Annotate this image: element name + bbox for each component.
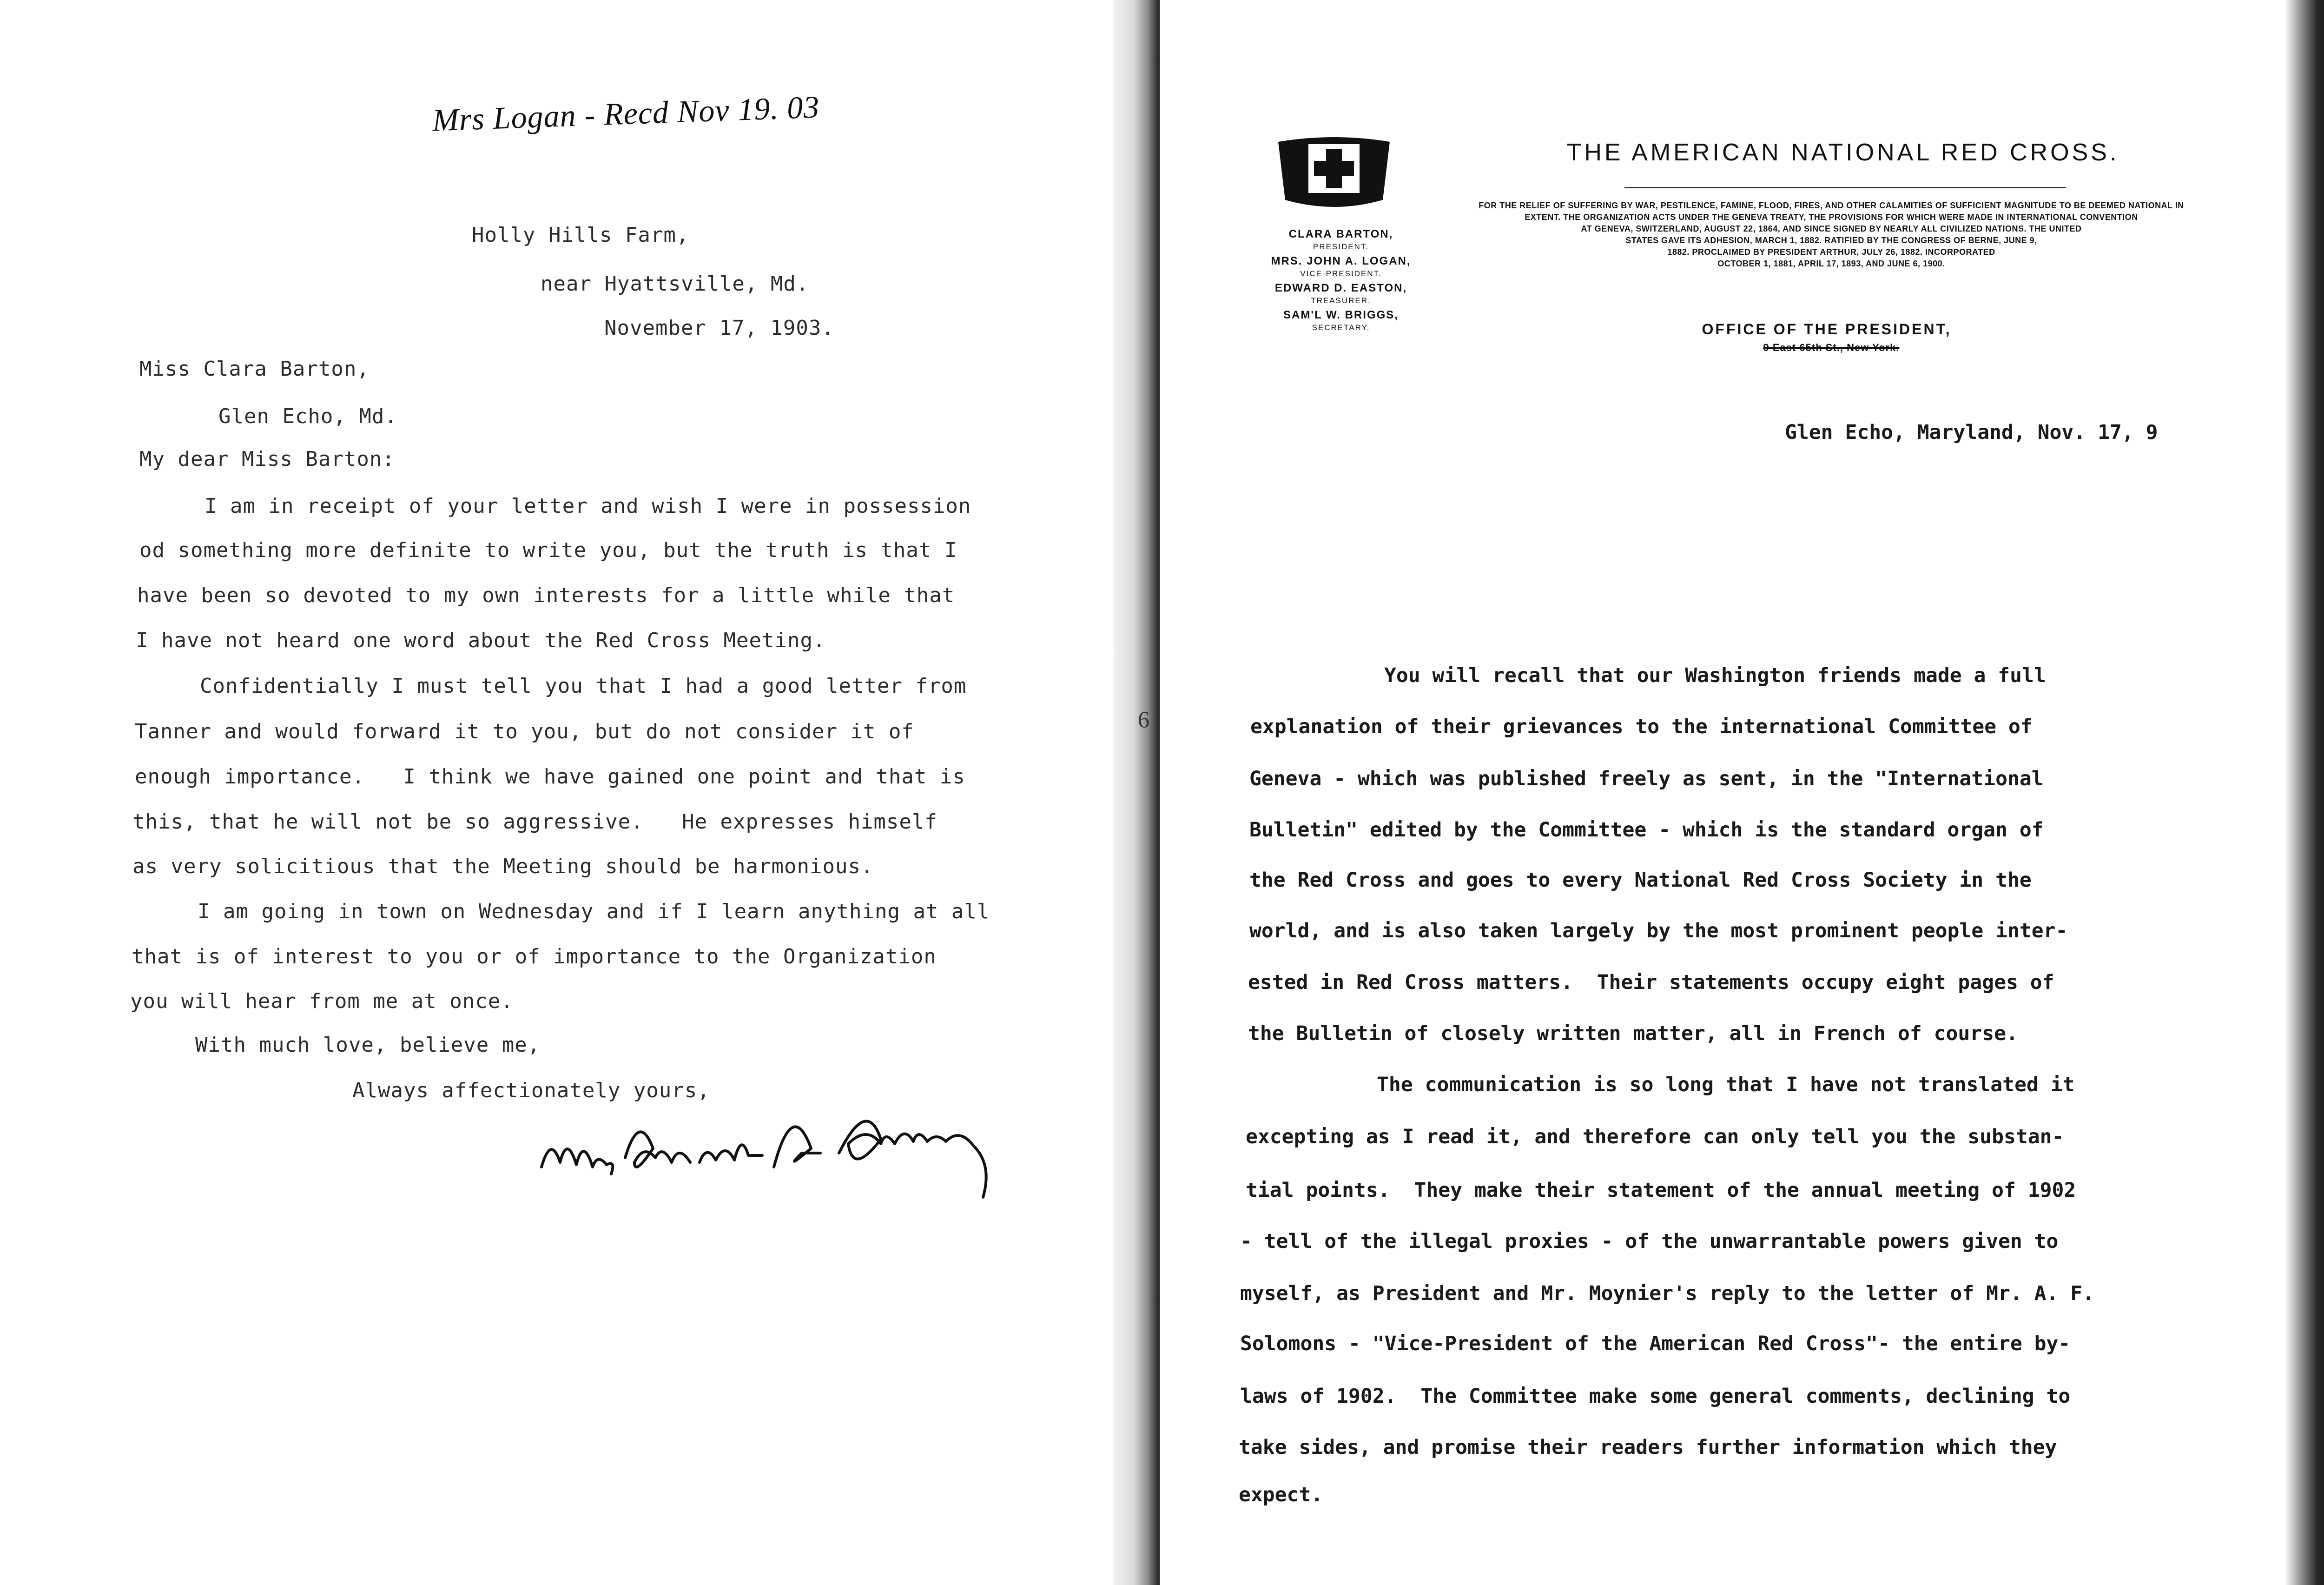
body-line: myself, as President and Mr. Moynier's reply to the letter of Mr. A. F. — [1240, 1282, 2095, 1305]
charter-line: STATES GAVE ITS ADHESION, MARCH 1, 1882. RATIFIED BY THE CONGRESS OF BERNE, JUNE 9, — [1625, 236, 2037, 245]
body-line: take sides, and promise their readers further information which they — [1239, 1436, 2057, 1459]
struck-address: 9 East 65th St., New York. — [1763, 342, 1900, 353]
officers-list — [1236, 227, 1446, 335]
faint-pencil-note — [421, 150, 588, 182]
body-line: I have not heard one word about the Red Cross Meeting. — [136, 629, 826, 652]
officer-title: SECRETARY. — [1312, 323, 1370, 332]
body-line: the Red Cross and goes to every National Red Cross Society in the — [1249, 869, 2032, 892]
body-line: the Bulletin of closely written matter, all in French of course. — [1248, 1022, 2018, 1045]
red-cross-emblem-icon — [1271, 135, 1397, 212]
charter-statement — [1455, 200, 2208, 270]
closing: Always affectionately yours, — [352, 1079, 710, 1102]
body-line: Geneva - which was published freely as sent, in the "International — [1249, 767, 2044, 790]
body-line: ested in Red Cross matters. Their statements occupy eight pages of — [1248, 971, 2054, 994]
charter-line: AT GENEVA, SWITZERLAND, AUGUST 22, 1864, AND SINCE SIGNED BY NEARLY ALL CIVILIZED NATIONS. THE UNITED — [1581, 224, 2082, 233]
handwritten-signature — [532, 1097, 1034, 1204]
charter-line: FOR THE RELIEF OF SUFFERING BY WAR, PESTILENCE, FAMINE, FLOOD, FIRES, AND OTHER CALAMITIES OF SUFFICIENT MAGNITUDE TO BE DEEMED NATIONAL IN — [1479, 201, 2184, 210]
officer-name: SAM'L W. BRIGGS, — [1283, 309, 1399, 321]
body-line: explanation of their grievances to the international Committee of — [1250, 715, 2033, 738]
place-and-date: Glen Echo, Maryland, Nov. 17, 9 — [1785, 421, 2158, 444]
officer-title: TREASURER. — [1311, 296, 1371, 305]
officer-title: PRESIDENT. — [1313, 242, 1369, 251]
sender-address-line: near Hyattsville, Md. — [541, 272, 809, 296]
charter-line: OCTOBER 1, 1881, APRIL 17, 1893, AND JUNE 6, 1900. — [1717, 259, 1945, 268]
letter-page-left — [0, 0, 1113, 1585]
body-line: tial points. They make their statement of the annual meeting of 1902 — [1246, 1179, 2076, 1202]
officer-name: MRS. JOHN A. LOGAN, — [1271, 255, 1411, 267]
body-line: excepting as I read it, and therefore can only tell you the substan- — [1246, 1125, 2064, 1148]
letter-date: November 17, 1903. — [604, 316, 834, 340]
body-line: you will hear from me at once. — [130, 989, 514, 1013]
body-line: Tanner and would forward it to you, but do not consider it of — [135, 720, 914, 743]
page-mark: 6 — [1138, 706, 1149, 732]
recipient-place: Glen Echo, Md. — [218, 405, 397, 428]
sender-address-line: Holly Hills Farm, — [472, 223, 689, 247]
body-line: this, that he will not be so aggressive. He expresses himself — [132, 810, 938, 834]
body-line: With much love, believe me, — [195, 1033, 541, 1057]
body-line: world, and is also taken largely by the most prominent people inter- — [1249, 919, 2068, 942]
body-line: You will recall that our Washington friends made a full — [1384, 664, 2046, 687]
officer-title: VICE-PRESIDENT. — [1300, 269, 1382, 278]
body-line: as very solicitious that the Meeting should be harmonious. — [132, 855, 874, 878]
salutation: My dear Miss Barton: — [139, 447, 395, 471]
officer-name: EDWARD D. EASTON, — [1274, 282, 1407, 294]
charter-line: 1882. PROCLAIMED BY PRESIDENT ARTHUR, JULY 26, 1882. INCORPORATED — [1667, 247, 1995, 257]
body-line: The communication is so long that I have not translated it — [1377, 1073, 2075, 1096]
body-line: Bulletin" edited by the Committee - which is the standard organ of — [1249, 818, 2044, 842]
body-line: that is of interest to you or of importance to the Organization — [132, 945, 937, 968]
body-line: Solomons - "Vice-President of the American Red Cross"- the entire by- — [1240, 1332, 2071, 1355]
recipient-name: Miss Clara Barton, — [139, 357, 370, 381]
book-gutter — [1113, 0, 1160, 1585]
body-line: I am going in town on Wednesday and if I learn anything at all — [198, 900, 990, 923]
office-label: OFFICE OF THE PRESIDENT, — [1702, 321, 1952, 338]
body-line: I am in receipt of your letter and wish I were in possession — [205, 494, 971, 518]
body-line: od something more definite to write you, but the truth is that I — [139, 538, 957, 562]
page-edge-shadow — [2284, 0, 2324, 1585]
body-line: laws of 1902. The Committee make some general comments, declining to — [1240, 1385, 2071, 1408]
organization-name: THE AMERICAN NATIONAL RED CROSS. — [1566, 139, 2119, 166]
docket-annotation: Mrs Logan - Recd Nov 19. 03 — [431, 89, 820, 138]
body-line: have been so devoted to my own interests for a little while that — [137, 584, 955, 607]
divider — [1624, 187, 2066, 188]
body-line: enough importance. I think we have gained one point and that is — [135, 765, 965, 789]
body-line: expect. — [1239, 1483, 1323, 1506]
charter-line: EXTENT. THE ORGANIZATION ACTS UNDER THE GENEVA TREATY, THE PROVISIONS FOR WHICH WERE MADE IN INTERNATIONAL CONVENTION — [1525, 212, 2138, 222]
officer-name: CLARA BARTON, — [1288, 228, 1393, 240]
body-line: Confidentially I must tell you that I had a good letter from — [200, 674, 967, 698]
body-line: - tell of the illegal proxies - of the unwarrantable powers given to — [1240, 1230, 2059, 1253]
